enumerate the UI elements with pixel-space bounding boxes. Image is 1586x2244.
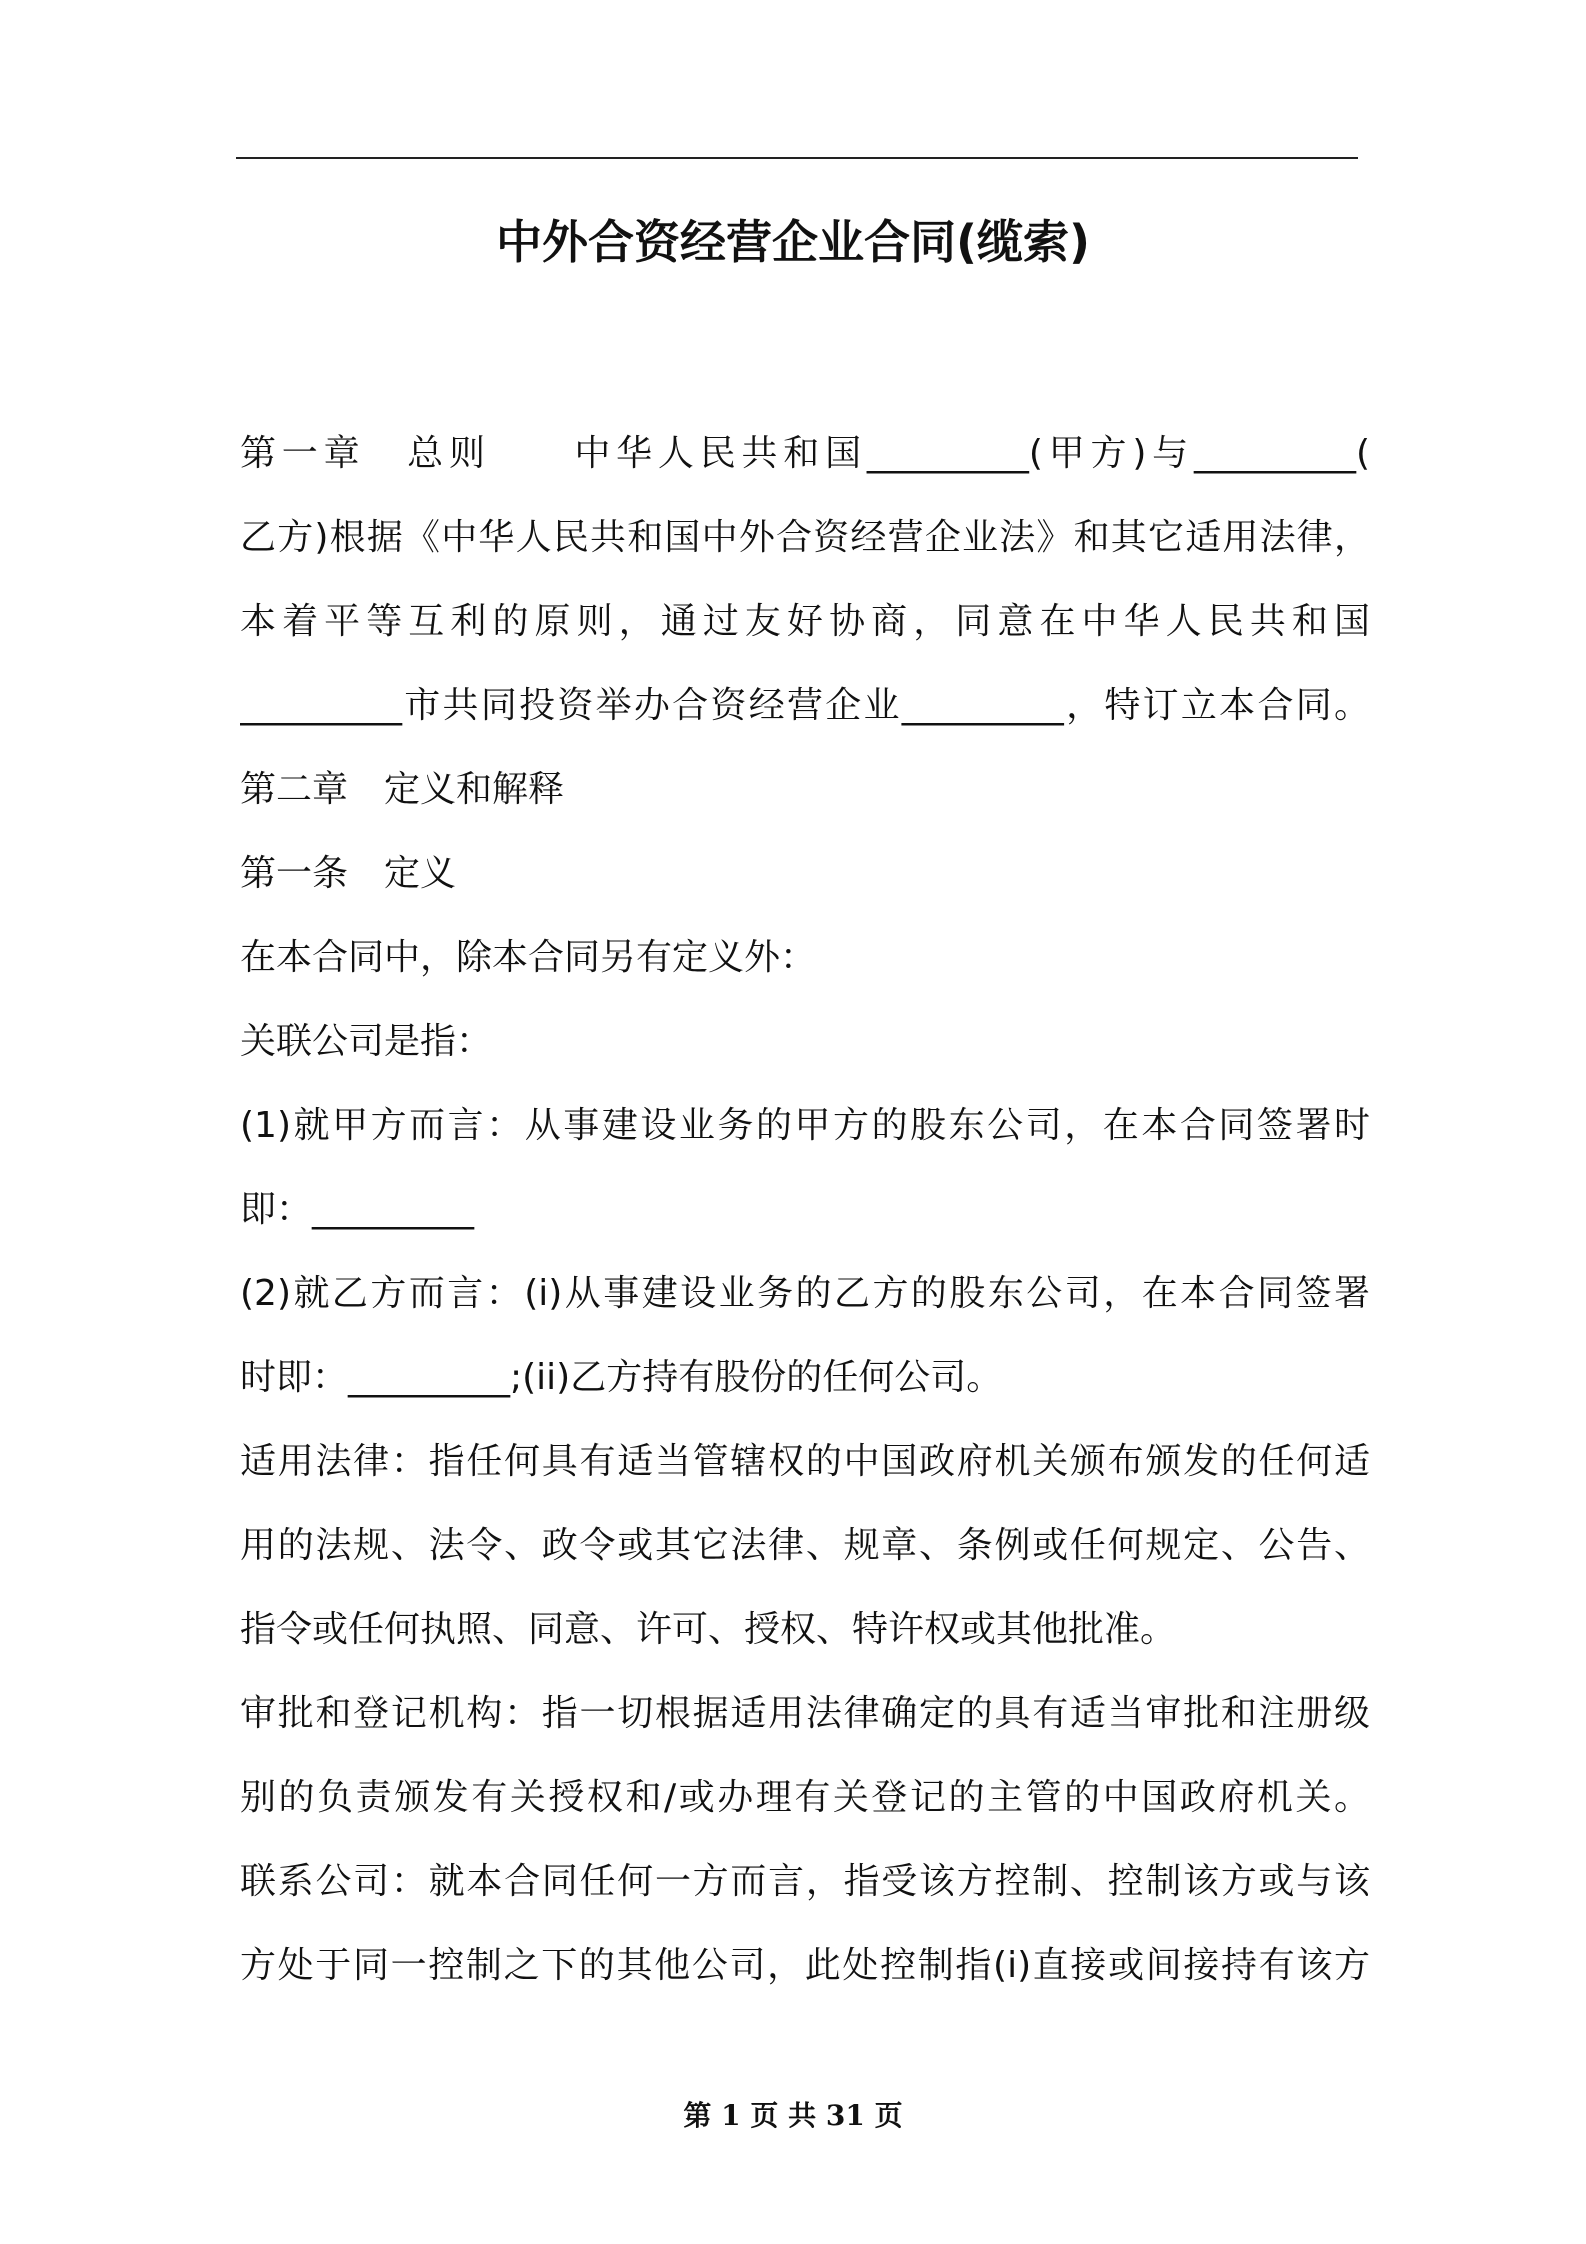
body-line: 审批和登记机构：指一切根据适用法律确定的具有适当审批和注册级	[240, 1693, 1370, 1734]
body-line: _________市共同投资举办合资经营企业_________，特订立本合同。	[240, 685, 1370, 726]
body-line: 乙方)根据《中华人民共和国中外合资经营企业法》和其它适用法律，	[240, 517, 1370, 558]
body-line: 第一章 总则 中华人民共和国_________(甲方)与_________(	[240, 433, 1370, 474]
body-line: 时即：_________;(ii)乙方持有股份的任何公司。	[240, 1357, 1003, 1398]
body-line: 方处于同一控制之下的其他公司，此处控制指(i)直接或间接持有该方	[240, 1945, 1370, 1986]
body-line: 用的法规、法令、政令或其它法律、规章、条例或任何规定、公告、	[240, 1525, 1370, 1566]
page-number-footer: 第 1 页 共 31 页	[683, 2099, 903, 2132]
body-line: (2)就乙方而言：(i)从事建设业务的乙方的股东公司，在本合同签署	[240, 1273, 1370, 1314]
body-line: 适用法律：指任何具有适当管辖权的中国政府机关颁布颁发的任何适	[240, 1441, 1370, 1482]
body-line: 指令或任何执照、同意、许可、授权、特许权或其他批准。	[240, 1609, 1177, 1650]
article-heading: 第一条 定义	[240, 853, 457, 894]
chapter-heading: 第二章 定义和解释	[240, 769, 565, 810]
document-title: 中外合资经营企业合同(缆索)	[495, 215, 1091, 269]
header-rule	[236, 157, 1358, 159]
body-line: 本着平等互利的原则，通过友好协商，同意在中华人民共和国	[240, 601, 1370, 642]
body-line: 联系公司：就本合同任何一方而言，指受该方控制、控制该方或与该	[240, 1861, 1370, 1902]
body-line: (1)就甲方而言：从事建设业务的甲方的股东公司，在本合同签署时	[240, 1105, 1370, 1146]
body-line: 别的负责颁发有关授权和/或办理有关登记的主管的中国政府机关。	[240, 1777, 1370, 1818]
body-line: 在本合同中，除本合同另有定义外：	[240, 937, 817, 978]
body-line: 关联公司是指：	[240, 1021, 493, 1062]
document-body	[240, 412, 1370, 2008]
body-line: 即：_________	[240, 1189, 475, 1230]
